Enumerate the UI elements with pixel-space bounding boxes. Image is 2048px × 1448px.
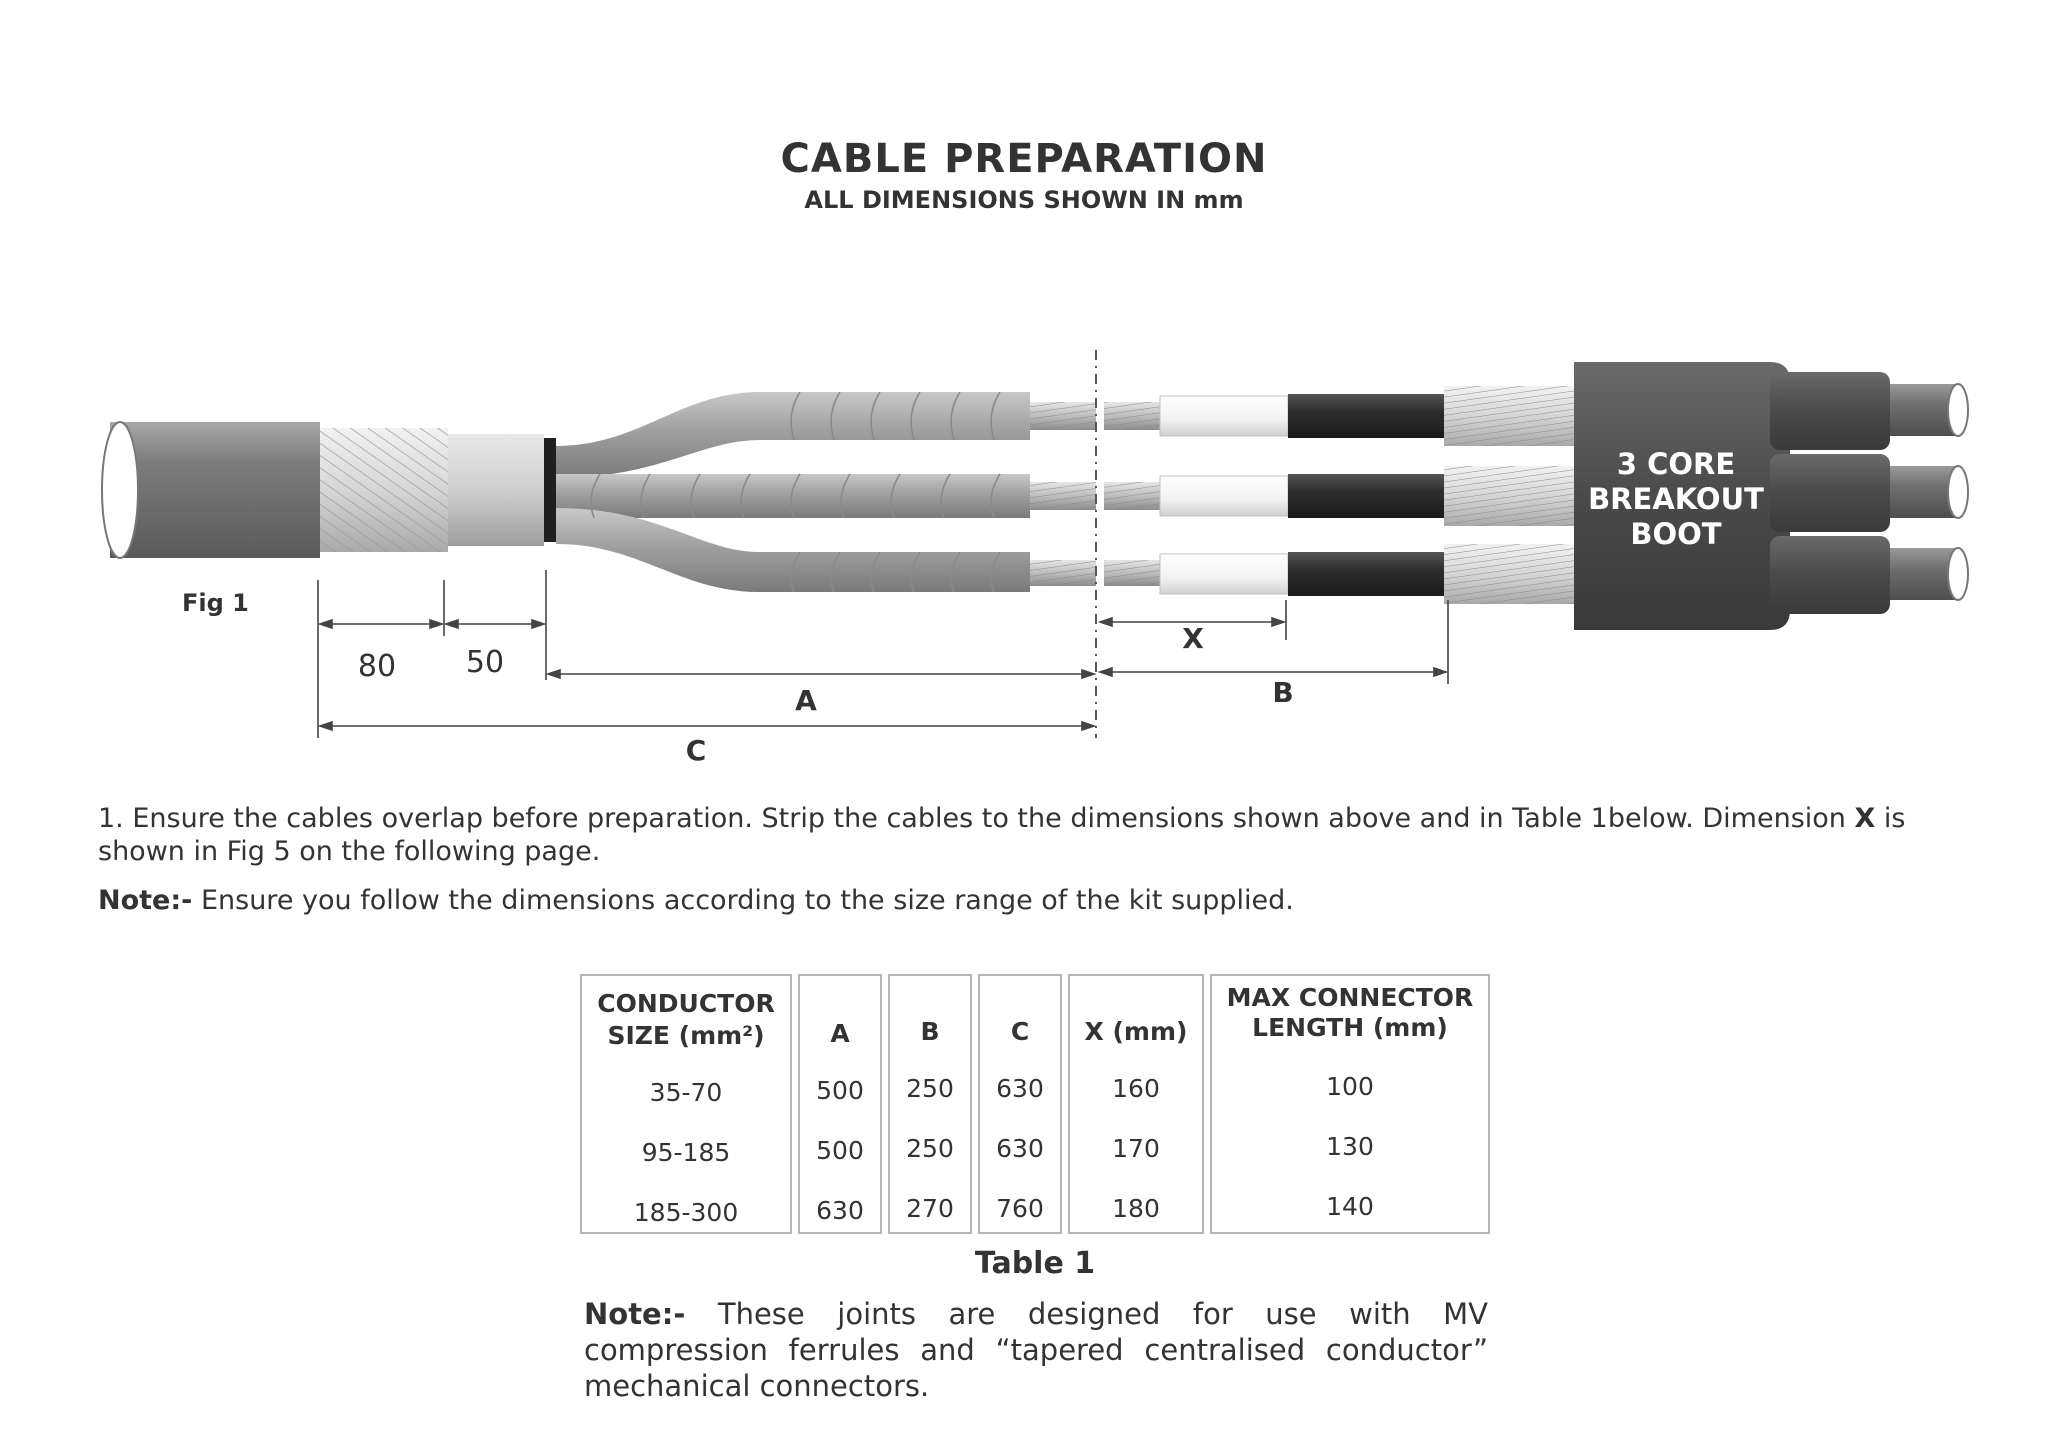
header-b: B <box>920 1017 940 1046</box>
armour-wires <box>320 428 448 552</box>
header-max-line2: LENGTH (mm) <box>1252 1013 1448 1042</box>
cell-max-0: 100 <box>1326 1072 1374 1101</box>
cell-x-2: 180 <box>1112 1194 1160 1223</box>
cell-b-0: 250 <box>906 1074 954 1103</box>
dim-B: B <box>1272 676 1294 709</box>
dimension-labels <box>358 622 1294 767</box>
table-col-size <box>580 974 792 1234</box>
page-subtitle: ALL DIMENSIONS SHOWN IN mm <box>804 186 1244 214</box>
dim-80: 80 <box>357 649 397 684</box>
header-c: C <box>1010 1017 1030 1046</box>
dim-X: X <box>1182 622 1204 655</box>
instruction-note: Note:- Ensure you follow the dimensions according to the size range of the kit supplied. <box>98 885 1294 916</box>
table-col-max-connector <box>1210 974 1490 1234</box>
cell-a-0: 500 <box>816 1076 864 1105</box>
dim-C: C <box>685 734 707 767</box>
instruction-step-1: 1. Ensure the cables overlap before preparation. Strip the cables to the dimensions shown above and in Table 1below. Dimension X is shown in Fig 5 on the following page. <box>98 803 1906 867</box>
cores <box>556 392 1030 592</box>
header-size-line2: SIZE (mm²) <box>607 1021 765 1050</box>
cell-a-1: 500 <box>816 1136 864 1165</box>
cell-a-2: 630 <box>816 1196 864 1225</box>
header-a: A <box>830 1019 850 1048</box>
outer-sheath <box>102 422 320 558</box>
cell-b-1: 250 <box>906 1134 954 1163</box>
cell-size-2: 185-300 <box>633 1198 739 1227</box>
screen-wires-left <box>1030 402 1096 586</box>
table-col-a <box>798 974 882 1234</box>
cell-size-1: 95-185 <box>641 1138 731 1167</box>
footer-note: Note:- These joints are designed for use with MV compression ferrules and “tapered centralised conductor” mechanical connectors. <box>584 1297 1488 1403</box>
cell-max-1: 130 <box>1326 1132 1374 1161</box>
table-col-x <box>1068 974 1204 1234</box>
cell-x-1: 170 <box>1112 1134 1160 1163</box>
dim-50: 50 <box>465 645 505 680</box>
page-title: CABLE PREPARATION <box>780 136 1268 182</box>
table-col-c <box>978 974 1062 1234</box>
header-max-line1: MAX CONNECTOR <box>1226 983 1474 1012</box>
breakout-boot <box>1574 362 1968 630</box>
cell-max-2: 140 <box>1326 1192 1374 1221</box>
dimensions-table <box>580 974 1490 1236</box>
dim-A: A <box>795 684 817 717</box>
cell-b-2: 270 <box>906 1194 954 1223</box>
header-x: X (mm) <box>1084 1017 1188 1046</box>
header-size-line1: CONDUCTOR <box>597 989 775 1018</box>
boot-label-line2: BREAKOUT <box>1588 482 1764 516</box>
boot-label-line1: 3 CORE <box>1616 447 1736 481</box>
figure-label: Fig 1 <box>182 589 249 617</box>
table-caption: Table 1 <box>974 1246 1096 1281</box>
table-col-b <box>888 974 972 1234</box>
cable-preparation-diagram <box>0 330 2048 790</box>
cell-c-1: 630 <box>996 1134 1044 1163</box>
cores-right <box>1104 386 1574 604</box>
boot-label-line3: BOOT <box>1630 517 1722 551</box>
cell-c-0: 630 <box>996 1074 1044 1103</box>
bedding <box>448 434 556 546</box>
cell-x-0: 160 <box>1112 1074 1160 1103</box>
cell-c-2: 760 <box>996 1194 1044 1223</box>
cell-size-0: 35-70 <box>649 1078 723 1107</box>
